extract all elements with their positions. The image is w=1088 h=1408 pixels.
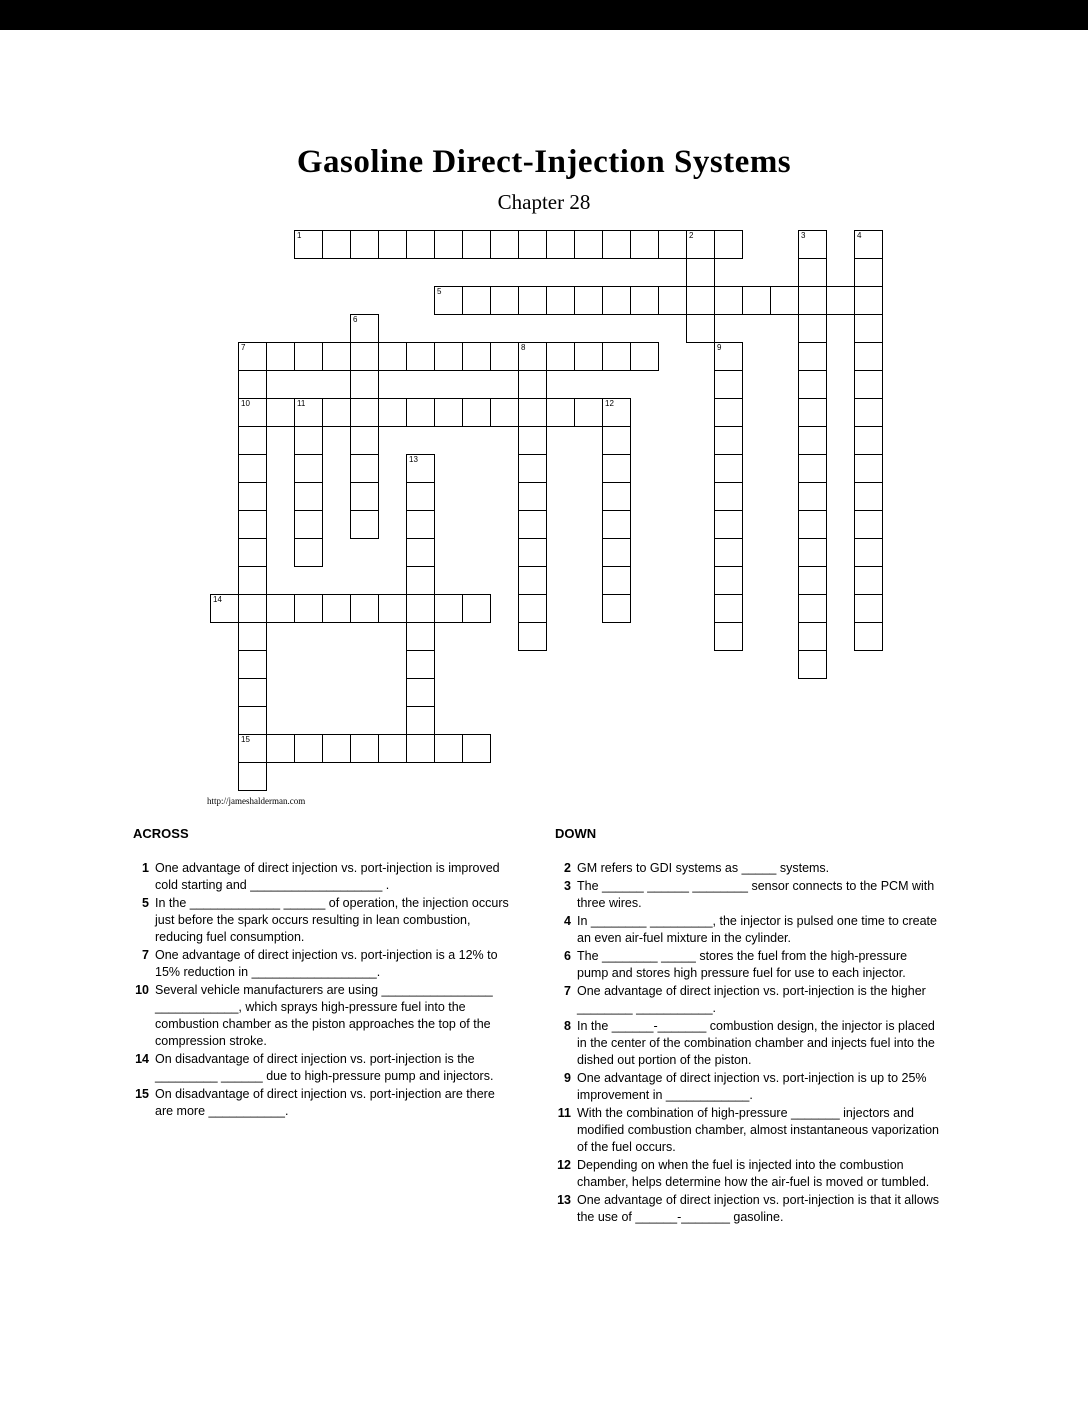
grid-cell — [546, 286, 575, 315]
grid-cell — [854, 454, 883, 483]
grid-cell — [406, 566, 435, 595]
clue-text: In the _____________ ______ of operation, the injection occurs just before the spark occurs resulting in lean combustion, reducing fuel consumption. — [155, 896, 509, 944]
clue-number: 4 — [564, 914, 571, 928]
top-black-bar — [0, 0, 1088, 30]
grid-cell — [574, 342, 603, 371]
grid-cell — [238, 482, 267, 511]
grid-cell — [518, 370, 547, 399]
clue-text: On disadvantage of direct injection vs. port-injection are there are more ___________. — [155, 1087, 495, 1118]
clue-number: 5 — [142, 896, 149, 910]
grid-cell — [238, 566, 267, 595]
clue-number: 14 — [135, 1052, 149, 1066]
grid-cell — [602, 538, 631, 567]
grid-cell — [518, 286, 547, 315]
across-header: ACROSS — [133, 826, 189, 841]
cell-number: 3 — [801, 231, 806, 240]
grid-cell — [602, 230, 631, 259]
cell-number: 14 — [213, 595, 222, 604]
clue-item — [131, 895, 515, 946]
grid-cell — [798, 594, 827, 623]
grid-cell — [406, 734, 435, 763]
grid-cell — [294, 454, 323, 483]
clue-item — [553, 1070, 939, 1104]
grid-cell — [378, 734, 407, 763]
grid-cell — [350, 594, 379, 623]
grid-cell — [854, 230, 883, 259]
grid-cell — [518, 510, 547, 539]
grid-cell — [854, 594, 883, 623]
clue-number: 15 — [135, 1087, 149, 1101]
grid-cell — [406, 678, 435, 707]
grid-cell — [602, 482, 631, 511]
clue-text: One advantage of direct injection vs. port-injection is that it allows the use of ______-_______ gasoline. — [577, 1193, 939, 1224]
clue-text: Depending on when the fuel is injected into the combustion chamber, helps determine how the air-fuel is moved or tumbled. — [577, 1158, 930, 1189]
grid-cell — [714, 622, 743, 651]
grid-cell — [406, 482, 435, 511]
grid-cell — [238, 706, 267, 735]
clue-number: 10 — [135, 983, 149, 997]
grid-cell — [686, 230, 715, 259]
clue-text: In the ______-_______ combustion design, the injector is placed in the center of the combination chamber and injects fuel into the dished out portion of the piston. — [577, 1019, 935, 1067]
grid-cell — [714, 426, 743, 455]
grid-cell — [714, 342, 743, 371]
grid-cell — [854, 426, 883, 455]
clue-number: 7 — [564, 984, 571, 998]
grid-cell — [574, 230, 603, 259]
grid-cell — [854, 482, 883, 511]
grid-cell — [266, 398, 295, 427]
grid-cell — [294, 482, 323, 511]
grid-cell — [518, 342, 547, 371]
grid-cell — [406, 398, 435, 427]
grid-cell — [602, 594, 631, 623]
grid-cell — [798, 650, 827, 679]
grid-cell — [434, 286, 463, 315]
grid-cell — [714, 566, 743, 595]
grid-cell — [462, 734, 491, 763]
grid-cell — [854, 258, 883, 287]
grid-cell — [238, 622, 267, 651]
grid-cell — [294, 594, 323, 623]
grid-cell — [238, 594, 267, 623]
grid-cell — [798, 426, 827, 455]
cell-number: 8 — [521, 343, 526, 352]
grid-cell — [294, 230, 323, 259]
grid-cell — [322, 230, 351, 259]
grid-cell — [854, 538, 883, 567]
clue-text: On disadvantage of direct injection vs. port-injection is the _________ ______ due to high-pressure pump and injectors. — [155, 1052, 494, 1083]
grid-cell — [854, 622, 883, 651]
grid-cell — [686, 286, 715, 315]
crossword-grid — [210, 230, 912, 792]
clue-item — [553, 913, 939, 947]
grid-cell — [350, 314, 379, 343]
grid-cell — [686, 314, 715, 343]
grid-cell — [714, 370, 743, 399]
clue-text: Several vehicle manufacturers are using ________________ ____________, which sprays high-pressure fuel into the combustion chamber as the piston approaches the top of the compression stroke. — [155, 983, 493, 1048]
grid-cell — [602, 286, 631, 315]
grid-cell — [238, 510, 267, 539]
clue-item — [553, 948, 939, 982]
grid-cell — [238, 762, 267, 791]
grid-cell — [322, 734, 351, 763]
grid-cell — [350, 426, 379, 455]
chapter-subtitle: Chapter 28 — [497, 190, 591, 214]
grid-cell — [518, 538, 547, 567]
grid-cell — [238, 342, 267, 371]
page-title: Gasoline Direct-Injection Systems — [296, 144, 792, 180]
clue-number: 2 — [564, 861, 571, 875]
cell-number: 5 — [437, 287, 442, 296]
grid-cell — [546, 230, 575, 259]
cell-number: 10 — [241, 399, 250, 408]
clue-text: The ______ ______ ________ sensor connects to the PCM with three wires. — [577, 879, 935, 910]
grid-cell — [490, 342, 519, 371]
cell-number: 2 — [689, 231, 694, 240]
grid-cell — [686, 258, 715, 287]
grid-cell — [350, 398, 379, 427]
grid-cell — [462, 286, 491, 315]
cell-number: 4 — [857, 231, 862, 240]
cell-number: 13 — [409, 455, 418, 464]
grid-cell — [462, 398, 491, 427]
grid-cell — [658, 230, 687, 259]
cell-number: 6 — [353, 315, 358, 324]
grid-cell — [854, 370, 883, 399]
grid-cell — [798, 314, 827, 343]
grid-cell — [322, 342, 351, 371]
clue-item — [553, 1105, 939, 1156]
across-clue-list — [131, 860, 515, 1121]
grid-cell — [714, 594, 743, 623]
grid-cell — [350, 370, 379, 399]
grid-cell — [518, 566, 547, 595]
grid-cell — [434, 734, 463, 763]
grid-cell — [518, 426, 547, 455]
grid-cell — [854, 286, 883, 315]
clue-item — [131, 1086, 515, 1120]
grid-cell — [630, 230, 659, 259]
clue-number: 7 — [142, 948, 149, 962]
grid-cell — [238, 370, 267, 399]
grid-cell — [378, 398, 407, 427]
grid-cell — [798, 538, 827, 567]
grid-cell — [714, 454, 743, 483]
grid-cell — [322, 594, 351, 623]
grid-cell — [406, 342, 435, 371]
grid-cell — [238, 454, 267, 483]
grid-cell — [798, 482, 827, 511]
clue-text: One advantage of direct injection vs. port-injection is the higher ________ ___________. — [577, 984, 926, 1015]
grid-cell — [770, 286, 799, 315]
grid-cell — [630, 286, 659, 315]
grid-cell — [350, 230, 379, 259]
clue-item — [553, 1192, 939, 1226]
grid-cell — [238, 426, 267, 455]
clue-item — [553, 1018, 939, 1069]
grid-cell — [742, 286, 771, 315]
grid-cell — [574, 398, 603, 427]
clue-number: 1 — [142, 861, 149, 875]
clue-number: 6 — [564, 949, 571, 963]
down-clue-list — [553, 860, 939, 1227]
grid-cell — [798, 398, 827, 427]
grid-cell — [798, 622, 827, 651]
grid-cell — [854, 398, 883, 427]
clue-item — [131, 1051, 515, 1085]
cell-number: 7 — [241, 343, 246, 352]
grid-cell — [294, 538, 323, 567]
grid-cell — [210, 594, 239, 623]
grid-cell — [658, 286, 687, 315]
grid-cell — [406, 510, 435, 539]
clue-item — [553, 860, 939, 877]
grid-cell — [434, 398, 463, 427]
grid-cell — [518, 594, 547, 623]
clue-item — [553, 983, 939, 1017]
clue-text: One advantage of direct injection vs. port-injection is up to 25% improvement in ____________. — [577, 1071, 927, 1102]
clue-text: One advantage of direct injection vs. port-injection is a 12% to 15% reduction in __________________. — [155, 948, 498, 979]
clue-item — [131, 947, 515, 981]
clue-number: 3 — [564, 879, 571, 893]
grid-cell — [714, 538, 743, 567]
grid-cell — [798, 342, 827, 371]
grid-cell — [294, 734, 323, 763]
clue-text: One advantage of direct injection vs. port-injection is improved cold starting and ___________________ . — [155, 861, 500, 892]
grid-cell — [798, 230, 827, 259]
grid-cell — [294, 510, 323, 539]
grid-cell — [490, 286, 519, 315]
grid-cell — [798, 566, 827, 595]
grid-cell — [714, 482, 743, 511]
clue-text: In ________ _________, the injector is pulsed one time to create an even air-fuel mixture in the cylinder. — [577, 914, 937, 945]
grid-cell — [238, 678, 267, 707]
grid-cell — [518, 622, 547, 651]
grid-cell — [546, 398, 575, 427]
grid-cell — [854, 342, 883, 371]
grid-cell — [854, 566, 883, 595]
grid-cell — [266, 594, 295, 623]
cell-number: 15 — [241, 735, 250, 744]
clue-number: 12 — [557, 1158, 571, 1172]
grid-cell — [294, 342, 323, 371]
grid-cell — [434, 342, 463, 371]
down-header: DOWN — [555, 826, 597, 841]
grid-cell — [490, 230, 519, 259]
grid-cell — [294, 426, 323, 455]
grid-cell — [462, 230, 491, 259]
grid-cell — [574, 286, 603, 315]
grid-cell — [406, 706, 435, 735]
grid-cell — [406, 594, 435, 623]
grid-cell — [518, 398, 547, 427]
grid-cell — [238, 538, 267, 567]
grid-cell — [518, 454, 547, 483]
clue-number: 13 — [557, 1193, 571, 1207]
grid-cell — [798, 454, 827, 483]
grid-cell — [238, 734, 267, 763]
grid-cell — [462, 342, 491, 371]
grid-cell — [294, 398, 323, 427]
grid-cell — [714, 398, 743, 427]
grid-cell — [518, 482, 547, 511]
clue-text: GM refers to GDI systems as _____ systems. — [577, 861, 830, 875]
grid-cell — [406, 538, 435, 567]
grid-cell — [602, 426, 631, 455]
grid-cell — [798, 370, 827, 399]
grid-cell — [602, 398, 631, 427]
clue-number: 11 — [557, 1106, 571, 1120]
grid-cell — [546, 342, 575, 371]
clue-text: The ________ _____ stores the fuel from the high-pressure pump and stores high pressure fuel for use to each injector. — [577, 949, 908, 980]
clue-item — [131, 860, 515, 894]
grid-cell — [434, 230, 463, 259]
grid-cell — [378, 342, 407, 371]
clue-number: 8 — [564, 1019, 571, 1033]
grid-cell — [798, 510, 827, 539]
grid-cell — [798, 258, 827, 287]
grid-cell — [350, 734, 379, 763]
clue-number: 9 — [564, 1071, 571, 1085]
grid-cell — [602, 510, 631, 539]
grid-cell — [714, 510, 743, 539]
grid-cell — [714, 230, 743, 259]
grid-cell — [350, 454, 379, 483]
grid-cell — [322, 398, 351, 427]
grid-cell — [434, 594, 463, 623]
grid-cell — [714, 286, 743, 315]
grid-cell — [854, 510, 883, 539]
grid-cell — [378, 594, 407, 623]
clue-item — [553, 1157, 939, 1191]
grid-cell — [350, 342, 379, 371]
grid-cell — [266, 342, 295, 371]
source-url: http://jameshalderman.com — [207, 796, 306, 806]
cell-number: 11 — [297, 399, 306, 408]
grid-cell — [854, 314, 883, 343]
cell-number: 9 — [717, 343, 722, 352]
grid-cell — [238, 398, 267, 427]
grid-cell — [490, 398, 519, 427]
grid-cell — [602, 454, 631, 483]
grid-cell — [350, 510, 379, 539]
grid-cell — [266, 734, 295, 763]
grid-cell — [406, 230, 435, 259]
grid-cell — [406, 650, 435, 679]
cell-number: 12 — [605, 399, 614, 408]
grid-cell — [798, 286, 827, 315]
grid-cell — [462, 594, 491, 623]
grid-cell — [826, 286, 855, 315]
grid-cell — [630, 342, 659, 371]
clue-item — [131, 982, 515, 1050]
clue-item — [553, 878, 939, 912]
grid-cell — [602, 566, 631, 595]
grid-cell — [350, 482, 379, 511]
grid-cell — [378, 230, 407, 259]
grid-cell — [406, 622, 435, 651]
grid-cell — [406, 454, 435, 483]
grid-cell — [518, 230, 547, 259]
grid-cell — [602, 342, 631, 371]
grid-cell — [238, 650, 267, 679]
cell-number: 1 — [297, 231, 302, 240]
clue-text: With the combination of high-pressure _______ injectors and modified combustion chamber, almost instantaneous vaporization of the fuel occurs. — [577, 1106, 940, 1154]
